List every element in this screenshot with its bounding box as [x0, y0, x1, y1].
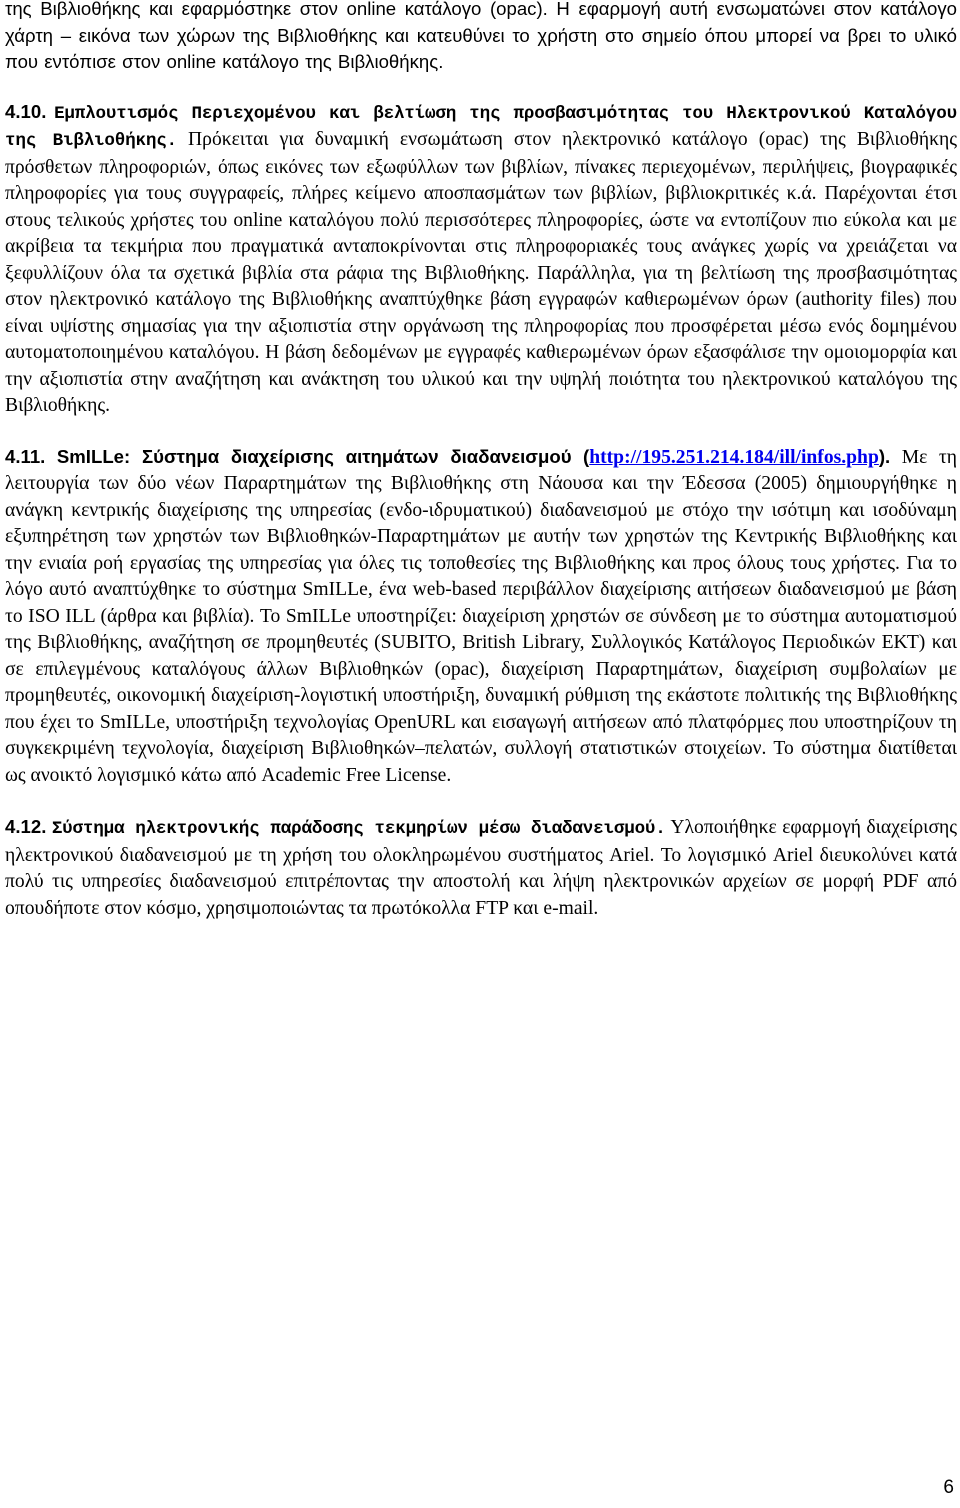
section-4-10-heading: Εμπλουτισμός Περιεχομένου και βελτίωση της προσβασιμότητας του Ηλεκτρονικού Καταλόγου της Βιβλιοθήκης.: [5, 103, 957, 151]
paragraph-opac-map: [5, 0, 957, 76]
section-4-12-number: 4.12.: [5, 816, 47, 837]
section-4-11-body: Με τη λειτουργία των δύο νέων Παραρτημάτων της Βιβλιοθήκης στη Νάουσα και την Έδεσσα (2005) δημιουργήθηκε η ανάγκη κεντρικής διαχείρισης της υπηρεσίας (ενδο-ιδρυματικού) διαδανεισμού με στόχο την ισότιμη και ισοδύναμη εξυπηρέτηση των χρηστών των Βιβλιοθηκών-Παραρτημάτων με αυτήν των χρηστών της Κεντρικής Βιβλιοθήκης και την ενιαία ροή εργασίας της υπηρεσίας για όλες τις τοποθεσίες της Βιβλιοθήκης και προς όλους τους χρήστες. Για το λόγο αυτό αναπτύχθηκε το σύστημα SmILLe, ένα web-based περιβάλλον διαχείρισης αιτήσεων διαδανεισμού με βάση το ISO ILL (άρθρα και βιβλία). Το SmILLe υποστηρίζει: διαχείριση χρηστών σε σύνδεση με το σύστημα αυτοματισμού της Βιβλιοθήκης, αναζήτηση σε προμηθευτές (SUBITO, British Library, Συλλογικός Κατάλογος Περιοδικών ΕΚΤ) και σε επιλεγμένους καταλόγους άλλων Βιβλιοθηκών (opac), διαχείριση Παραρτημάτων, διαχείριση συμβολαίων με προμηθευτές, οικονομική διαχείριση-λογιστική υποστήριξη, δυναμική ρύθμιση της εκάστοτε πολιτικής της Βιβλιοθήκης που έχει το SmILLe, υποστήριξη τεχνολογίας OpenURL και εισαγωγή αιτήσεων από πλατφόρμες που υποστηρίζουν τη συγκεκριμένη τεχνολογία, διαχείριση Βιβλιοθηκών–πελατών, συλλογή στατιστικών στοιχείων. Το σύστημα διατίθεται ως ανοικτό λογισμικό κάτω από Academic Free License.: [5, 446, 958, 786]
section-4-10-number: 4.10.: [5, 100, 47, 122]
section-4-10-body-a: Πρόκειται για δυναμική ενσωμάτωση στον ηλεκτρονικό κατάλογο (opac) της Βιβλιοθήκης πρόσθετων πληροφοριών, όπως εικόνες των εξωφύλλων των βιβλίων, πίνακες περιεχομένων, περιλήψεις, βιογραφικές πληροφορίες για τους συγγραφείς, πλήρες κείμενο αποσπασμάτων των βιβλίων, βιβλιοκριτικές κ.ά.: [5, 129, 958, 204]
section-4-11-link-close: ).: [878, 445, 891, 467]
section-4-11: [5, 444, 957, 790]
paragraph-opac-map-text: της Βιβλιοθήκης και εφαρμόστηκε στον online κατάλογο (opac). Η εφαρμογή αυτή ενσωματώνει στον κατάλογο χάρτη – εικόνα των χώρων της Βιβλιοθήκης και κατευθύνει το χρήστη στο σημείο όπου μπορεί να βρει το υλικό που εντόπισε στον online κατάλογο της Βιβλιοθήκης.: [5, 0, 957, 72]
section-4-12-heading: Σύστημα ηλεκτρονικής παράδοσης τεκμηρίων μέσω διαδανεισμού.: [51, 819, 666, 839]
smille-infos-link[interactable]: http://195.251.214.184/ill/infos.php: [589, 446, 879, 468]
section-4-11-link-open: (: [583, 445, 590, 467]
section-4-12: [5, 814, 957, 922]
section-4-10: [5, 99, 957, 420]
section-4-12-body: Υλοποιήθηκε εφαρμογή διαχείρισης ηλεκτρονικού διαδανεισμού με τη χρήση του ολοκληρωμένου συστήματος Ariel. Το λογισμικό Ariel διευκολύνει κατά πολύ τις υπηρεσίες διαδανεισμού επιτρέποντας την αποστολή και λήψη ηλεκτρονικών αρχείων σε μορφή PDF από οπουδήποτε στον κόσμο, χρησιμοποιώντας τα πρωτόκολλα FTP και e-mail.: [5, 817, 958, 919]
page-number: 6: [943, 1477, 954, 1498]
document-page: [5, 0, 957, 922]
section-4-10-body-b: Παρέχονται έτσι στους τελικούς χρήστες του online καταλόγου πολύ περισσότερες πληροφορίες, ώστε να εντοπίζουν πιο εύκολα και με ακρίβεια τα τεκμήρια που πραγματικά ανταποκρίνονται στις πληροφοριακές τους ανάγκες χωρίς να χρειάζεται να ξεφυλλίζουν όλα τα σχετικά βιβλία στα ράφια της Βιβλιοθήκης. Παράλληλα, για τη βελτίωση της προσβασιμότητας στον ηλεκτρονικό κατάλογο της Βιβλιοθήκης αναπτύχθηκε βάση εγγραφών καθιερωμένων όρων (authority files) που είναι υψίστης σημασίας για την αξιοπιστία στην οργάνωση της πληροφορίας που προσφέρεται μέσω ενός δομημένου αυτοματοποιημένου καταλόγου. Η βάση δεδομένων με εγγραφές καθιερωμένων όρων εξασφάλισε την ομοιομορφία και την αξιοπιστία στην αναζήτηση και ανάκτηση του υλικού και την υψηλή ποιότητα του ηλεκτρονικού καταλόγου της Βιβλιοθήκης.: [5, 183, 957, 416]
section-4-11-heading: SmILLe: Σύστημα διαχείρισης αιτημάτων διαδανεισμού: [56, 445, 572, 467]
section-4-11-number: 4.11.: [5, 445, 46, 467]
